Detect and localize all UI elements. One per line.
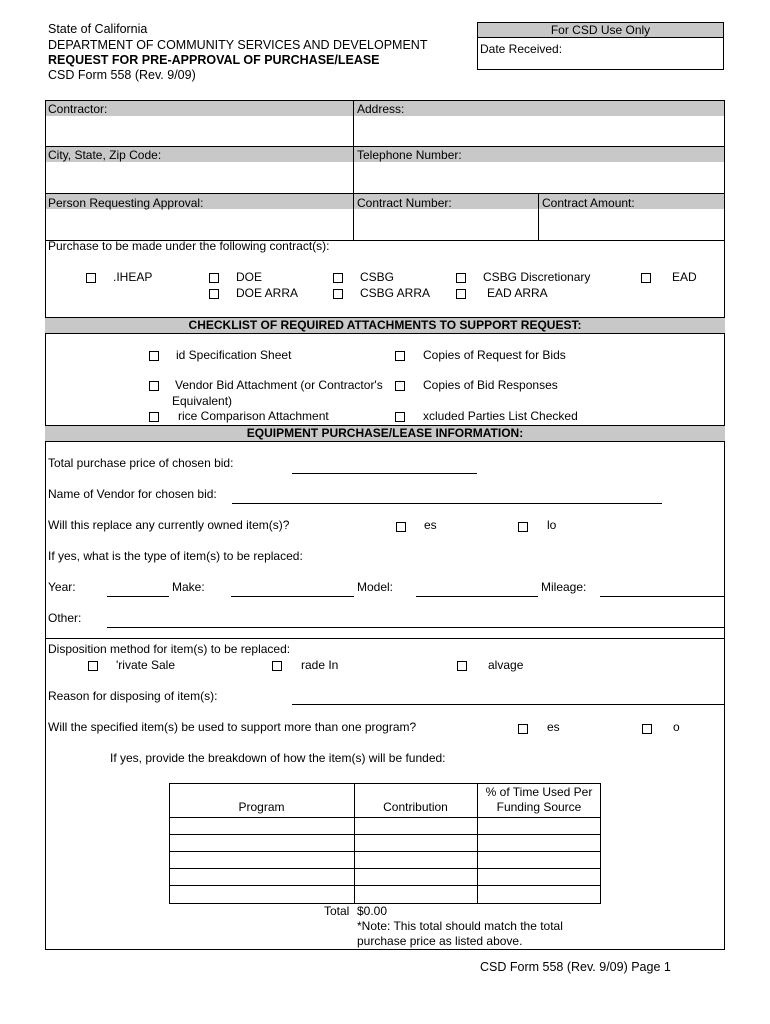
person-requesting-label: Person Requesting Approval: (48, 196, 204, 210)
table-row-3-contribution[interactable] (356, 853, 475, 867)
ead-arra-checkbox[interactable] (456, 289, 466, 299)
contractor-field[interactable] (48, 120, 348, 134)
table-row-5-program[interactable] (171, 887, 352, 901)
mileage-label: Mileage: (541, 580, 587, 594)
table-row-4-percent[interactable] (479, 870, 599, 884)
liheap-checkbox[interactable] (86, 273, 96, 283)
total-note-line2: purchase price as listed above. (357, 934, 523, 948)
reason-label: Reason for disposing of item(s): (48, 689, 218, 703)
ead-checkbox[interactable] (641, 273, 651, 283)
replace-yes-checkbox[interactable] (396, 522, 406, 532)
table-row-5-percent[interactable] (479, 887, 599, 901)
table-row-1-program[interactable] (171, 819, 352, 833)
private-sale-checkbox[interactable] (88, 661, 98, 671)
page-footer: CSD Form 558 (Rev. 9/09) Page 1 (480, 960, 671, 974)
program-header: Program (238, 800, 285, 814)
table-row-2-program[interactable] (171, 836, 352, 850)
funding-source-header: Funding Source (496, 800, 582, 814)
replace-no-checkbox[interactable] (518, 522, 528, 532)
salvage-checkbox[interactable] (457, 661, 467, 671)
disposition-label: Disposition method for item(s) to be replaced: (48, 642, 291, 656)
bid-responses-checkbox[interactable] (395, 381, 405, 391)
item-type-label: If yes, what is the type of item(s) to be replaced: (48, 549, 303, 563)
date-received-label: Date Received: (480, 42, 563, 56)
request-bids-label: Copies of Request for Bids (423, 348, 566, 362)
excluded-parties-checkbox[interactable] (395, 412, 405, 422)
vendor-name-field[interactable] (232, 503, 662, 504)
make-field[interactable] (231, 596, 354, 597)
model-field[interactable] (416, 596, 538, 597)
city-label: City, State, Zip Code: (48, 148, 162, 162)
liheap-label: .IHEAP (113, 270, 153, 284)
excluded-parties-label: xcluded Parties List Checked (423, 409, 578, 423)
replace-yes-label: es (424, 518, 437, 532)
year-label: Year: (48, 580, 76, 594)
trade-in-label: rade In (301, 658, 339, 672)
doe-arra-checkbox[interactable] (209, 289, 219, 299)
form-number: CSD Form 558 (Rev. 9/09) (48, 68, 196, 82)
csbg-arra-checkbox[interactable] (333, 289, 343, 299)
table-row-5-contribution[interactable] (356, 887, 475, 901)
doe-arra-label: DOE ARRA (236, 286, 299, 300)
csbg-label: CSBG (360, 270, 395, 284)
price-comparison-checkbox[interactable] (149, 412, 159, 422)
csbg-discretionary-checkbox[interactable] (456, 273, 466, 283)
vendor-bid-checkbox[interactable] (149, 381, 159, 391)
percent-time-header: % of Time Used Per (485, 785, 593, 799)
city-field[interactable] (48, 166, 348, 180)
table-row-2-percent[interactable] (479, 836, 599, 850)
bid-spec-checkbox[interactable] (149, 351, 159, 361)
salvage-label: alvage (488, 658, 524, 672)
other-field[interactable] (107, 627, 724, 628)
model-label: Model: (357, 580, 394, 594)
table-row-4-program[interactable] (171, 870, 352, 884)
table-row-1-contribution[interactable] (356, 819, 475, 833)
csbg-discretionary-label: CSBG Discretionary (483, 270, 591, 284)
total-price-field[interactable] (292, 473, 477, 474)
state-label: State of California (48, 22, 148, 36)
checklist-header: CHECKLIST OF REQUIRED ATTACHMENTS TO SUPPORT REQUEST: (45, 317, 725, 334)
private-sale-label: 'rivate Sale (116, 658, 175, 672)
address-label: Address: (357, 102, 405, 116)
contract-number-field[interactable] (357, 213, 532, 227)
total-value: $0.00 (357, 904, 388, 918)
telephone-field[interactable] (357, 166, 717, 180)
contract-number-label: Contract Number: (357, 196, 452, 210)
telephone-label: Telephone Number: (357, 148, 462, 162)
contracts-prompt: Purchase to be made under the following contract(s): (48, 239, 330, 253)
other-label: Other: (48, 611, 82, 625)
doe-checkbox[interactable] (209, 273, 219, 283)
bid-responses-label: Copies of Bid Responses (423, 378, 558, 392)
reason-field[interactable] (292, 704, 724, 705)
department-label: DEPARTMENT OF COMMUNITY SERVICES AND DEVELOPMENT (48, 38, 428, 52)
total-note-line1: *Note: This total should match the total (357, 919, 563, 933)
form-title: REQUEST FOR PRE-APPROVAL OF PURCHASE/LEASE (48, 53, 380, 67)
table-row-2-contribution[interactable] (356, 836, 475, 850)
multi-yes-label: es (547, 720, 560, 734)
contractor-label: Contractor: (48, 102, 108, 116)
person-requesting-field[interactable] (48, 213, 348, 227)
price-comparison-label: rice Comparison Attachment (178, 409, 329, 423)
ead-arra-label: EAD ARRA (487, 286, 548, 300)
table-row-1-percent[interactable] (479, 819, 599, 833)
replace-question: Will this replace any currently owned item(s)? (48, 518, 290, 532)
total-label: Total (324, 904, 350, 918)
replace-no-label: lo (547, 518, 557, 532)
equipment-header: EQUIPMENT PURCHASE/LEASE INFORMATION: (45, 425, 725, 442)
year-field[interactable] (107, 596, 169, 597)
trade-in-checkbox[interactable] (272, 661, 282, 671)
table-row-3-percent[interactable] (479, 853, 599, 867)
contract-amount-field[interactable] (542, 213, 717, 227)
multi-no-checkbox[interactable] (642, 724, 652, 734)
vendor-name-label: Name of Vendor for chosen bid: (48, 487, 217, 501)
contribution-header: Contribution (383, 800, 448, 814)
multi-program-question: Will the specified item(s) be used to support more than one program? (48, 720, 417, 734)
table-row-4-contribution[interactable] (356, 870, 475, 884)
doe-label: DOE (236, 270, 263, 284)
csbg-arra-label: CSBG ARRA (360, 286, 431, 300)
breakdown-label: If yes, provide the breakdown of how the item(s) will be funded: (110, 751, 446, 765)
vendor-bid-label: Vendor Bid Attachment (or Contractor's (175, 378, 383, 392)
mileage-field[interactable] (600, 596, 724, 597)
multi-no-label: o (673, 720, 680, 734)
request-bids-checkbox[interactable] (395, 351, 405, 361)
multi-yes-checkbox[interactable] (518, 724, 528, 734)
table-row-3-program[interactable] (171, 853, 352, 867)
vendor-bid-label-cont: Equivalent) (172, 394, 233, 408)
ead-label: EAD (672, 270, 697, 284)
total-price-label: Total purchase price of chosen bid: (48, 456, 234, 470)
contract-amount-label: Contract Amount: (542, 196, 635, 210)
bid-spec-label: id Specification Sheet (176, 348, 292, 362)
make-label: Make: (172, 580, 205, 594)
address-field[interactable] (357, 120, 717, 134)
csbg-checkbox[interactable] (333, 273, 343, 283)
csd-use-title: For CSD Use Only (478, 23, 723, 38)
